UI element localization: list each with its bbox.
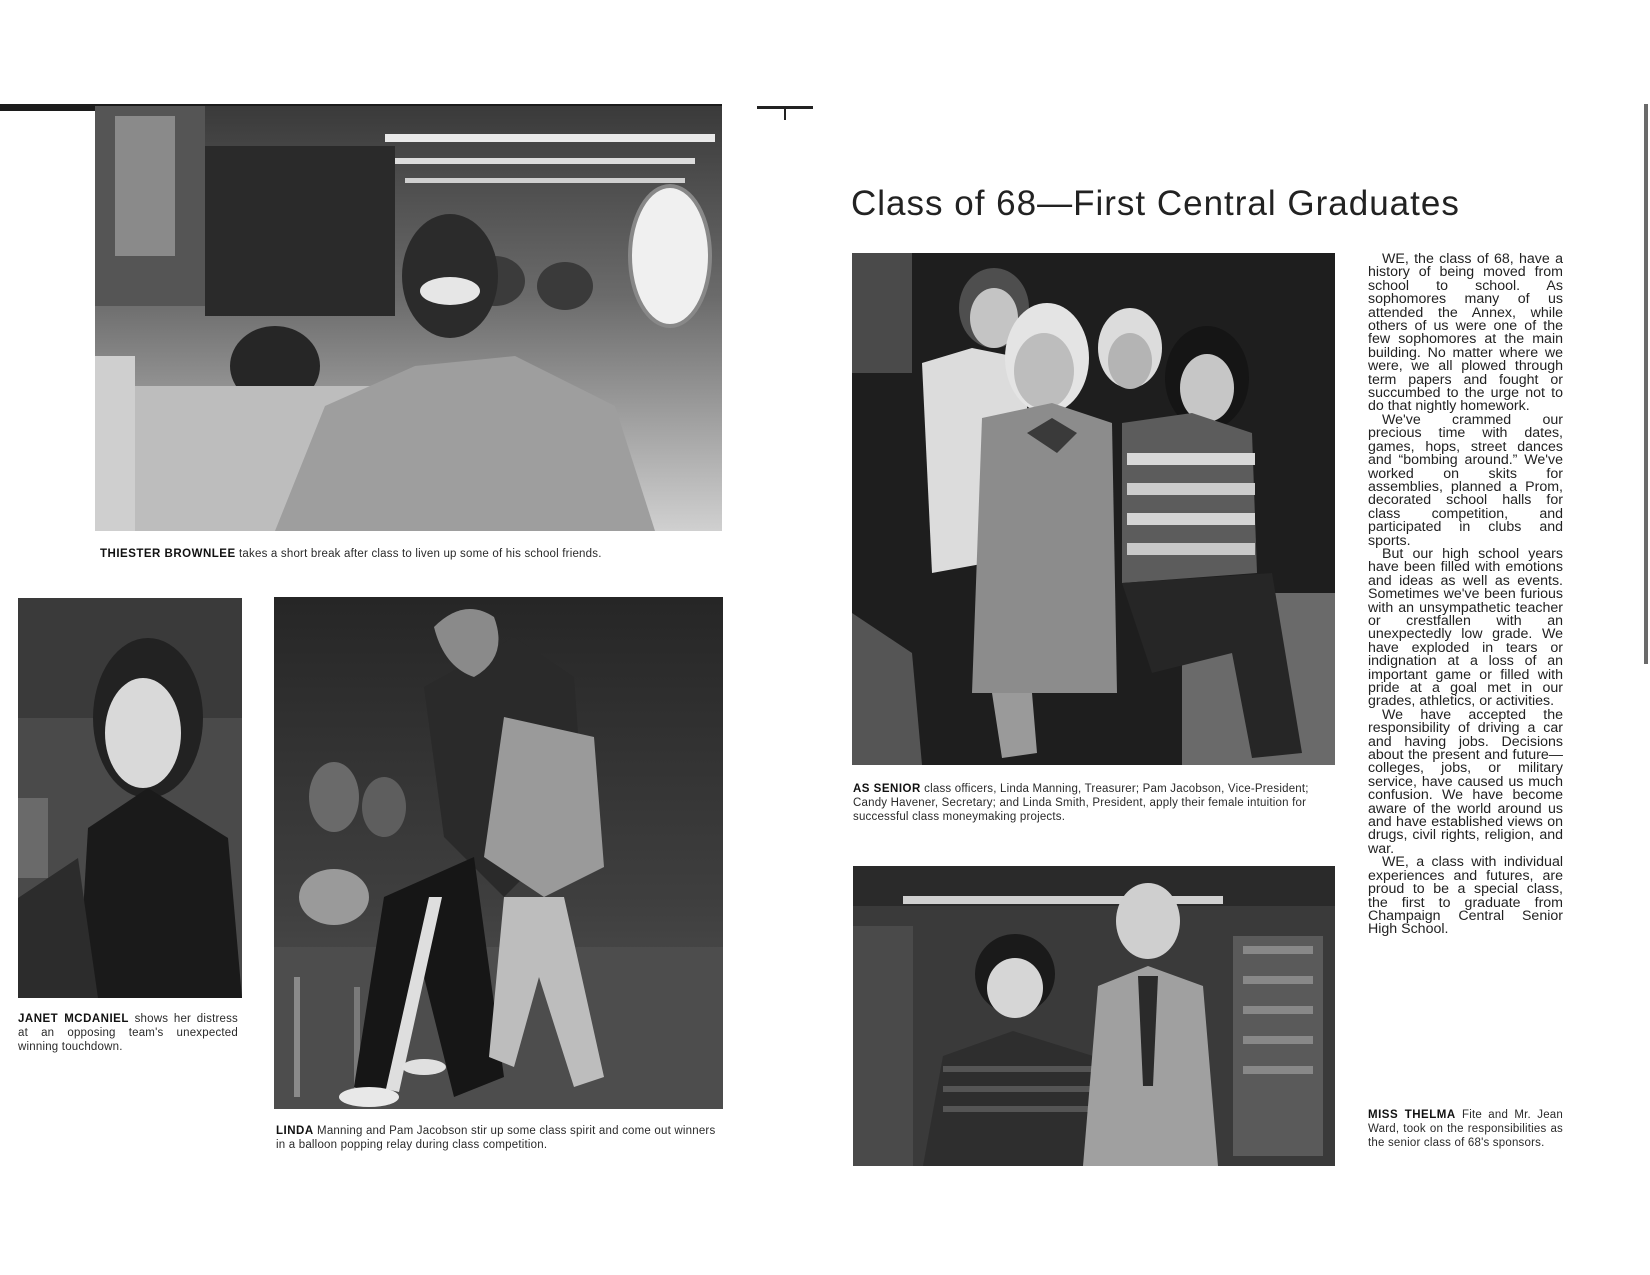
caption-sponsors-lead: MISS THELMA bbox=[1368, 1109, 1456, 1121]
story-paragraph-2: We've crammed our precious time with dates, games, hops, street dances and “bombing around.” We've worked on skits for assemblies, planned a Prom, decorated school halls for class competition, and participated in clubs and sports. bbox=[1368, 411, 1563, 549]
caption-mcdaniel-text: shows her distress at an opposing team's unexpected winning touchdown. bbox=[18, 1013, 238, 1053]
caption-officers bbox=[853, 782, 1335, 824]
caption-mcdaniel bbox=[18, 1012, 238, 1054]
page-binding-edge bbox=[1644, 104, 1648, 664]
story-paragraph-5: WE, a class with individual experiences and futures, are proud to be a special class, the first to graduate from Champaign Central Senior High School. bbox=[1368, 854, 1563, 938]
caption-relay-lead: LINDA bbox=[276, 1125, 314, 1137]
story-paragraph-4: We have accepted the responsibility of driving a car and having jobs. Decisions about the present and future—colleges, jobs, or military service, have caused us much confusion. We have become aware of the world around us and have established views on drugs, civil rights, religion, and war. bbox=[1368, 706, 1563, 857]
story-column bbox=[1368, 253, 1563, 937]
photo-balloon-relay bbox=[274, 597, 723, 1109]
caption-sponsors-text: Fite and Mr. Jean Ward, took on the responsibilities as the senior class of 68's sponsors. bbox=[1368, 1109, 1563, 1149]
page-title: Class of 68—First Central Graduates bbox=[851, 184, 1460, 223]
photo-class-sponsors bbox=[853, 866, 1335, 1166]
caption-brownlee-text: takes a short break after class to liven up some of his school friends. bbox=[235, 548, 602, 560]
caption-officers-text: class officers, Linda Manning, Treasurer; Pam Jacobson, Vice-President; Candy Havener, Secretary; and Linda Smith, President, apply their female intuition for successful class moneymaking projects. bbox=[853, 783, 1309, 823]
story-paragraph-3: But our high school years have been filled with emotions and ideas as well as events. Sometimes we've been furious with an unsympathetic teacher or crestfallen with an unexpectedly low grade. We have exploded in tears or indignation at a loss of an important game or filled with pride at a goal met in our grades, athletics, or activities. bbox=[1368, 545, 1563, 710]
photo-senior-officers bbox=[852, 253, 1335, 765]
caption-relay-text: Manning and Pam Jacobson stir up some class spirit and come out winners in a balloon popping relay during class competition. bbox=[276, 1125, 716, 1151]
story-paragraph-1: WE, the class of 68, have a history of being moved from school to school. As sophomores many of us attended the Annex, while others of us were one of the few sophomores at the main building. No matter where we were, we all plowed through term papers and fought or succumbed to the urge not to do that nightly homework. bbox=[1368, 251, 1563, 415]
photo-janet-mcdaniel bbox=[18, 598, 242, 998]
caption-brownlee bbox=[100, 547, 720, 561]
caption-officers-lead: AS SENIOR bbox=[853, 783, 921, 795]
top-rule-right-stem bbox=[784, 106, 786, 120]
caption-mcdaniel-lead: JANET MCDANIEL bbox=[18, 1013, 129, 1025]
caption-relay bbox=[276, 1124, 726, 1152]
caption-sponsors bbox=[1368, 1108, 1563, 1150]
caption-brownlee-lead: THIESTER BROWNLEE bbox=[100, 548, 236, 560]
photo-thiester-brownlee bbox=[95, 106, 722, 531]
